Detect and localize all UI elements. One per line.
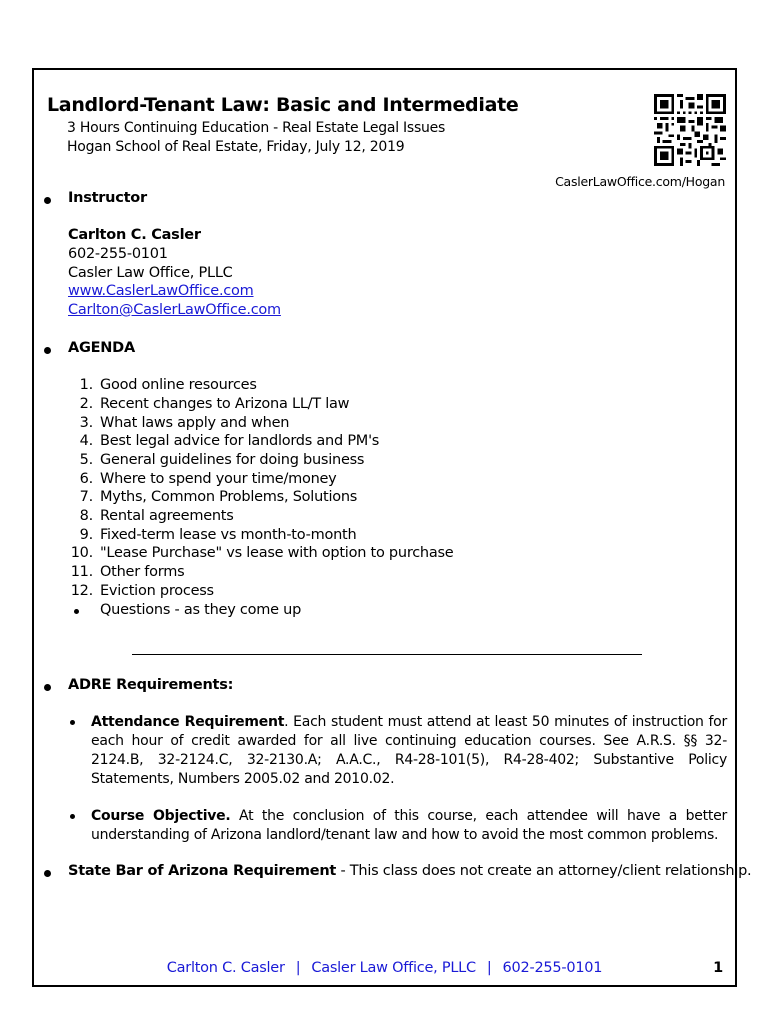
footer-firm: Casler Law Office, PLLC: [311, 960, 476, 976]
agenda-item: Eviction process: [100, 583, 214, 599]
state-bar-text: - This class does not create an attorney/client relationship.: [336, 863, 752, 879]
attendance-requirement: [91, 713, 727, 789]
page-title: Landlord-Tenant Law: Basic and Intermediate: [47, 94, 519, 116]
agenda-number: 5.: [79, 452, 93, 468]
attendance-text: . Each student must attend at least 50 minutes of instruction for each hour of credit awarded for all live continuing education courses. See A.R.S. §§ 32-2124.B, 32-2124.C, 32-2130.A; A.A.C., R4-28-101(5), R4-28-402; Substantive Policy Statements, Numbers 2005.02 and 2010.02.: [91, 714, 727, 787]
state-bar-label: State Bar of Arizona Requirement: [68, 863, 337, 879]
subtitle-course: 3 Hours Continuing Education - Real Estate Legal Issues: [67, 120, 446, 136]
agenda-item-questions: Questions - as they come up: [100, 602, 302, 618]
adre-heading: ADRE Requirements:: [68, 677, 234, 693]
agenda-item: Fixed-term lease vs month-to-month: [100, 527, 357, 543]
page-footer: [34, 960, 735, 976]
agenda-number: 7.: [79, 489, 93, 505]
qr-code-icon: [654, 94, 726, 166]
instructor-phone: 602-255-0101: [68, 246, 168, 262]
bullet-icon: [44, 684, 51, 691]
objective-text: At the conclusion of this course, each attendee will have a better understanding of Arizona landlord/tenant law and how to avoid the most common problems.: [91, 808, 727, 843]
page-number: 1: [713, 960, 723, 976]
agenda-item: Rental agreements: [100, 508, 234, 524]
agenda-number: 11.: [70, 564, 93, 580]
agenda-item: Best legal advice for landlords and PM's: [100, 433, 380, 449]
agenda-number: 8.: [79, 508, 93, 524]
agenda-item: General guidelines for doing business: [100, 452, 365, 468]
subtitle-location-date: Hogan School of Real Estate, Friday, July 12, 2019: [67, 139, 405, 155]
small-bullet-icon: [74, 609, 79, 614]
agenda-item: Where to spend your time/money: [100, 471, 337, 487]
instructor-firm: Casler Law Office, PLLC: [68, 265, 233, 281]
footer-name: Carlton C. Casler: [166, 960, 285, 976]
qr-code-label: CaslerLawOffice.com/Hogan: [555, 174, 725, 189]
instructor-name: Carlton C. Casler: [68, 227, 201, 243]
state-bar-requirement: [68, 863, 751, 879]
agenda-item: Other forms: [100, 564, 185, 580]
agenda-item: "Lease Purchase" vs lease with option to purchase: [100, 545, 454, 561]
bullet-icon: [44, 870, 51, 877]
bullet-icon: [44, 197, 51, 204]
agenda-item: Good online resources: [100, 377, 257, 393]
agenda-number: 9.: [79, 527, 93, 543]
email-link[interactable]: Carlton@CaslerLawOffice.com: [68, 302, 281, 318]
agenda-item: Recent changes to Arizona LL/T law: [100, 396, 350, 412]
footer-separator: |: [486, 960, 492, 976]
bullet-icon: [44, 347, 51, 354]
agenda-number: 2.: [79, 396, 93, 412]
agenda-item: What laws apply and when: [100, 415, 290, 431]
course-objective: [91, 807, 727, 845]
footer-separator: |: [295, 960, 301, 976]
website-link[interactable]: www.CaslerLawOffice.com: [68, 283, 254, 299]
small-bullet-icon: [70, 814, 75, 819]
agenda-number: 12.: [70, 583, 93, 599]
footer-phone: 602-255-0101: [502, 960, 603, 976]
small-bullet-icon: [70, 720, 75, 725]
agenda-number: 1.: [79, 377, 93, 393]
agenda-item: Myths, Common Problems, Solutions: [100, 489, 358, 505]
agenda-number: 4.: [79, 433, 93, 449]
divider: [132, 654, 642, 655]
agenda-heading: AGENDA: [68, 340, 135, 356]
objective-label: Course Objective.: [91, 808, 231, 824]
attendance-label: Attendance Requirement: [91, 714, 285, 730]
agenda-number: 10.: [70, 545, 93, 561]
agenda-number: 3.: [79, 415, 93, 431]
document-page: [32, 68, 752, 987]
agenda-number: 6.: [79, 471, 93, 487]
instructor-heading: Instructor: [68, 190, 147, 206]
